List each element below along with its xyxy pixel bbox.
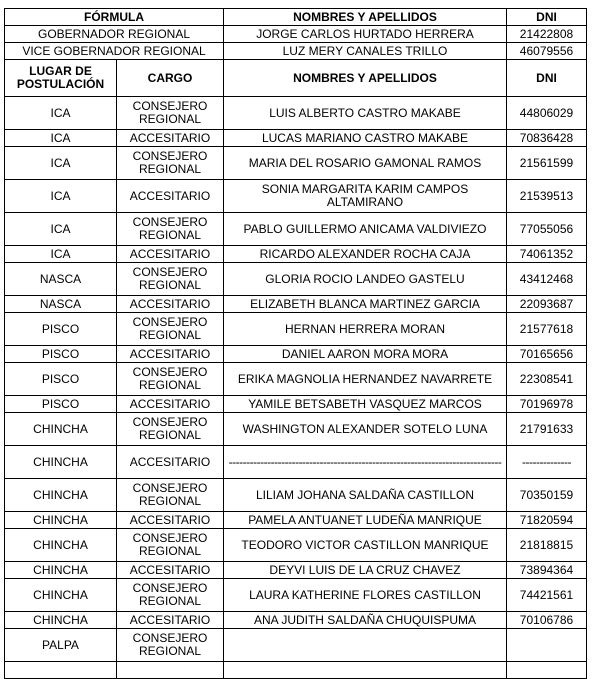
dni-header: DNI <box>507 9 587 26</box>
lugar-cell: NASCA <box>5 296 117 313</box>
cargo-cell: ACCESITARIO <box>117 512 224 529</box>
nombre-cell: LUCAS MARIANO CASTRO MAKABE <box>224 130 507 147</box>
lugar-cell: ICA <box>5 213 117 246</box>
cargo-cell: CONSEJERO REGIONAL <box>117 629 224 662</box>
nombre-cell: TEODORO VICTOR CASTILLON MANRIQUE <box>224 529 507 562</box>
lugar-cell: ICA <box>5 97 117 130</box>
dni-header: DNI <box>507 60 587 97</box>
lugar-cell: PISCO <box>5 363 117 396</box>
dni-cell: 21791633 <box>507 413 587 446</box>
nombre-cell: HERNAN HERRERA MORAN <box>224 313 507 346</box>
cargo-cell: ACCESITARIO <box>117 130 224 147</box>
dni-cell: 21818815 <box>507 529 587 562</box>
cargo-cell: CONSEJERO REGIONAL <box>117 263 224 296</box>
nombre-cell: YAMILE BETSABETH VASQUEZ MARCOS <box>224 396 507 413</box>
cargo-cell: ACCESITARIO <box>117 180 224 213</box>
nombre-cell: ERIKA MAGNOLIA HERNANDEZ NAVARRETE <box>224 363 507 396</box>
table-row <box>5 263 587 296</box>
dni-cell: 70106786 <box>507 612 587 629</box>
cargo-cell: CONSEJERO REGIONAL <box>117 413 224 446</box>
lugar-cell: CHINCHA <box>5 579 117 612</box>
formula-dni: 21422808 <box>507 26 587 43</box>
dni-cell: 70350159 <box>507 479 587 512</box>
table-row <box>5 629 587 662</box>
formula-nombre: JORGE CARLOS HURTADO HERRERA <box>224 26 507 43</box>
lugar-cell: ICA <box>5 130 117 147</box>
table-row <box>5 180 587 213</box>
dni-cell <box>507 629 587 662</box>
table-row <box>5 147 587 180</box>
cargo-cell: CONSEJERO REGIONAL <box>117 479 224 512</box>
dni-cell: -------------- <box>507 446 587 479</box>
lugar-cell: ICA <box>5 147 117 180</box>
formula-cargo: GOBERNADOR REGIONAL <box>5 26 224 43</box>
formula-dni: 46079556 <box>507 43 587 60</box>
lugar-cell: CHINCHA <box>5 479 117 512</box>
cargo-cell: CONSEJERO REGIONAL <box>117 579 224 612</box>
nombre-cell: GLORIA ROCIO LANDEO GASTELU <box>224 263 507 296</box>
cargo-header: CARGO <box>117 60 224 97</box>
nombre-cell: ANA JUDITH SALDAÑA CHUQUISPUMA <box>224 612 507 629</box>
cargo-cell: ACCESITARIO <box>117 612 224 629</box>
table-row <box>5 130 587 147</box>
lugar-cell: ICA <box>5 246 117 263</box>
formula-header-row <box>5 9 587 26</box>
table-row <box>5 97 587 130</box>
dni-cell: 70196978 <box>507 396 587 413</box>
lugar-cell: PALPA <box>5 629 117 662</box>
cargo-cell: CONSEJERO REGIONAL <box>117 529 224 562</box>
table-row <box>5 396 587 413</box>
cargo-cell: CONSEJERO REGIONAL <box>117 313 224 346</box>
table-row <box>5 529 587 562</box>
table-row <box>5 579 587 612</box>
dni-cell: 74421561 <box>507 579 587 612</box>
table-row <box>5 662 587 679</box>
candidates-table <box>4 8 587 679</box>
nombre-cell: DEYVI LUIS DE LA CRUZ CHAVEZ <box>224 562 507 579</box>
nombre-cell: LUIS ALBERTO CASTRO MAKABE <box>224 97 507 130</box>
table-row <box>5 246 587 263</box>
lugar-cell: CHINCHA <box>5 512 117 529</box>
dni-cell: 44806029 <box>507 97 587 130</box>
nombre-cell: ELIZABETH BLANCA MARTINEZ GARCIA <box>224 296 507 313</box>
nombre-cell <box>224 629 507 662</box>
dni-cell: 73894364 <box>507 562 587 579</box>
lugar-cell: PISCO <box>5 396 117 413</box>
lugar-cell: PISCO <box>5 346 117 363</box>
formula-row <box>5 26 587 43</box>
cargo-cell: ACCESITARIO <box>117 396 224 413</box>
table-row <box>5 213 587 246</box>
nombres-header: NOMBRES Y APELLIDOS <box>224 60 507 97</box>
table-row <box>5 363 587 396</box>
dni-cell: 74061352 <box>507 246 587 263</box>
lugar-cell: CHINCHA <box>5 446 117 479</box>
lugar-cell: CHINCHA <box>5 562 117 579</box>
nombre-cell: PAMELA ANTUANET LUDEÑA MANRIQUE <box>224 512 507 529</box>
nombre-cell: LAURA KATHERINE FLORES CASTILLON <box>224 579 507 612</box>
nombre-cell: WASHINGTON ALEXANDER SOTELO LUNA <box>224 413 507 446</box>
dni-cell: 77055056 <box>507 213 587 246</box>
cargo-cell: CONSEJERO REGIONAL <box>117 363 224 396</box>
cargo-cell: ACCESITARIO <box>117 346 224 363</box>
nombres-header: NOMBRES Y APELLIDOS <box>224 9 507 26</box>
cargo-cell: ACCESITARIO <box>117 562 224 579</box>
lugar-cell: PISCO <box>5 313 117 346</box>
dni-cell: 70165656 <box>507 346 587 363</box>
nombre-cell: MARIA DEL ROSARIO GAMONAL RAMOS <box>224 147 507 180</box>
formula-row <box>5 43 587 60</box>
lugar-cell: CHINCHA <box>5 413 117 446</box>
table-row <box>5 296 587 313</box>
dni-cell: 71820594 <box>507 512 587 529</box>
lugar-cell: CHINCHA <box>5 529 117 562</box>
formula-nombre: LUZ MERY CANALES TRILLO <box>224 43 507 60</box>
dni-cell: 21539513 <box>507 180 587 213</box>
cargo-cell <box>117 662 224 679</box>
cargo-cell: CONSEJERO REGIONAL <box>117 147 224 180</box>
dni-cell: 21561599 <box>507 147 587 180</box>
table-row <box>5 562 587 579</box>
formula-cargo: VICE GOBERNADOR REGIONAL <box>5 43 224 60</box>
table-row <box>5 346 587 363</box>
cargo-cell: ACCESITARIO <box>117 246 224 263</box>
cargo-cell: ACCESITARIO <box>117 446 224 479</box>
table-row <box>5 479 587 512</box>
cargo-cell: CONSEJERO REGIONAL <box>117 97 224 130</box>
table-row <box>5 612 587 629</box>
nombre-cell: PABLO GUILLERMO ANICAMA VALDIVIEZO <box>224 213 507 246</box>
nombre-cell: RICARDO ALEXANDER ROCHA CAJA <box>224 246 507 263</box>
dni-cell: 43412468 <box>507 263 587 296</box>
nombre-cell: LILIAM JOHANA SALDAÑA CASTILLON <box>224 479 507 512</box>
nombre-cell <box>224 662 507 679</box>
dni-cell: 22308541 <box>507 363 587 396</box>
lugar-cell <box>5 662 117 679</box>
table-row <box>5 446 587 479</box>
lugar-header: LUGAR DE POSTULACIÓN <box>5 60 117 97</box>
nombre-cell: DANIEL AARON MORA MORA <box>224 346 507 363</box>
lugar-cell: NASCA <box>5 263 117 296</box>
dni-cell <box>507 662 587 679</box>
dni-cell: 22093687 <box>507 296 587 313</box>
nombre-cell: SONIA MARGARITA KARIM CAMPOS ALTAMIRANO <box>224 180 507 213</box>
formula-header: FÓRMULA <box>5 9 224 26</box>
dni-cell: 70836428 <box>507 130 587 147</box>
nombre-cell: ------------------------------------------------------------------------------ <box>224 446 507 479</box>
lugar-cell: CHINCHA <box>5 612 117 629</box>
table-row <box>5 413 587 446</box>
dni-cell: 21577618 <box>507 313 587 346</box>
cargo-cell: ACCESITARIO <box>117 296 224 313</box>
cargo-cell: CONSEJERO REGIONAL <box>117 213 224 246</box>
table-row <box>5 512 587 529</box>
lugar-cell: ICA <box>5 180 117 213</box>
list-header-row <box>5 60 587 97</box>
table-row <box>5 313 587 346</box>
